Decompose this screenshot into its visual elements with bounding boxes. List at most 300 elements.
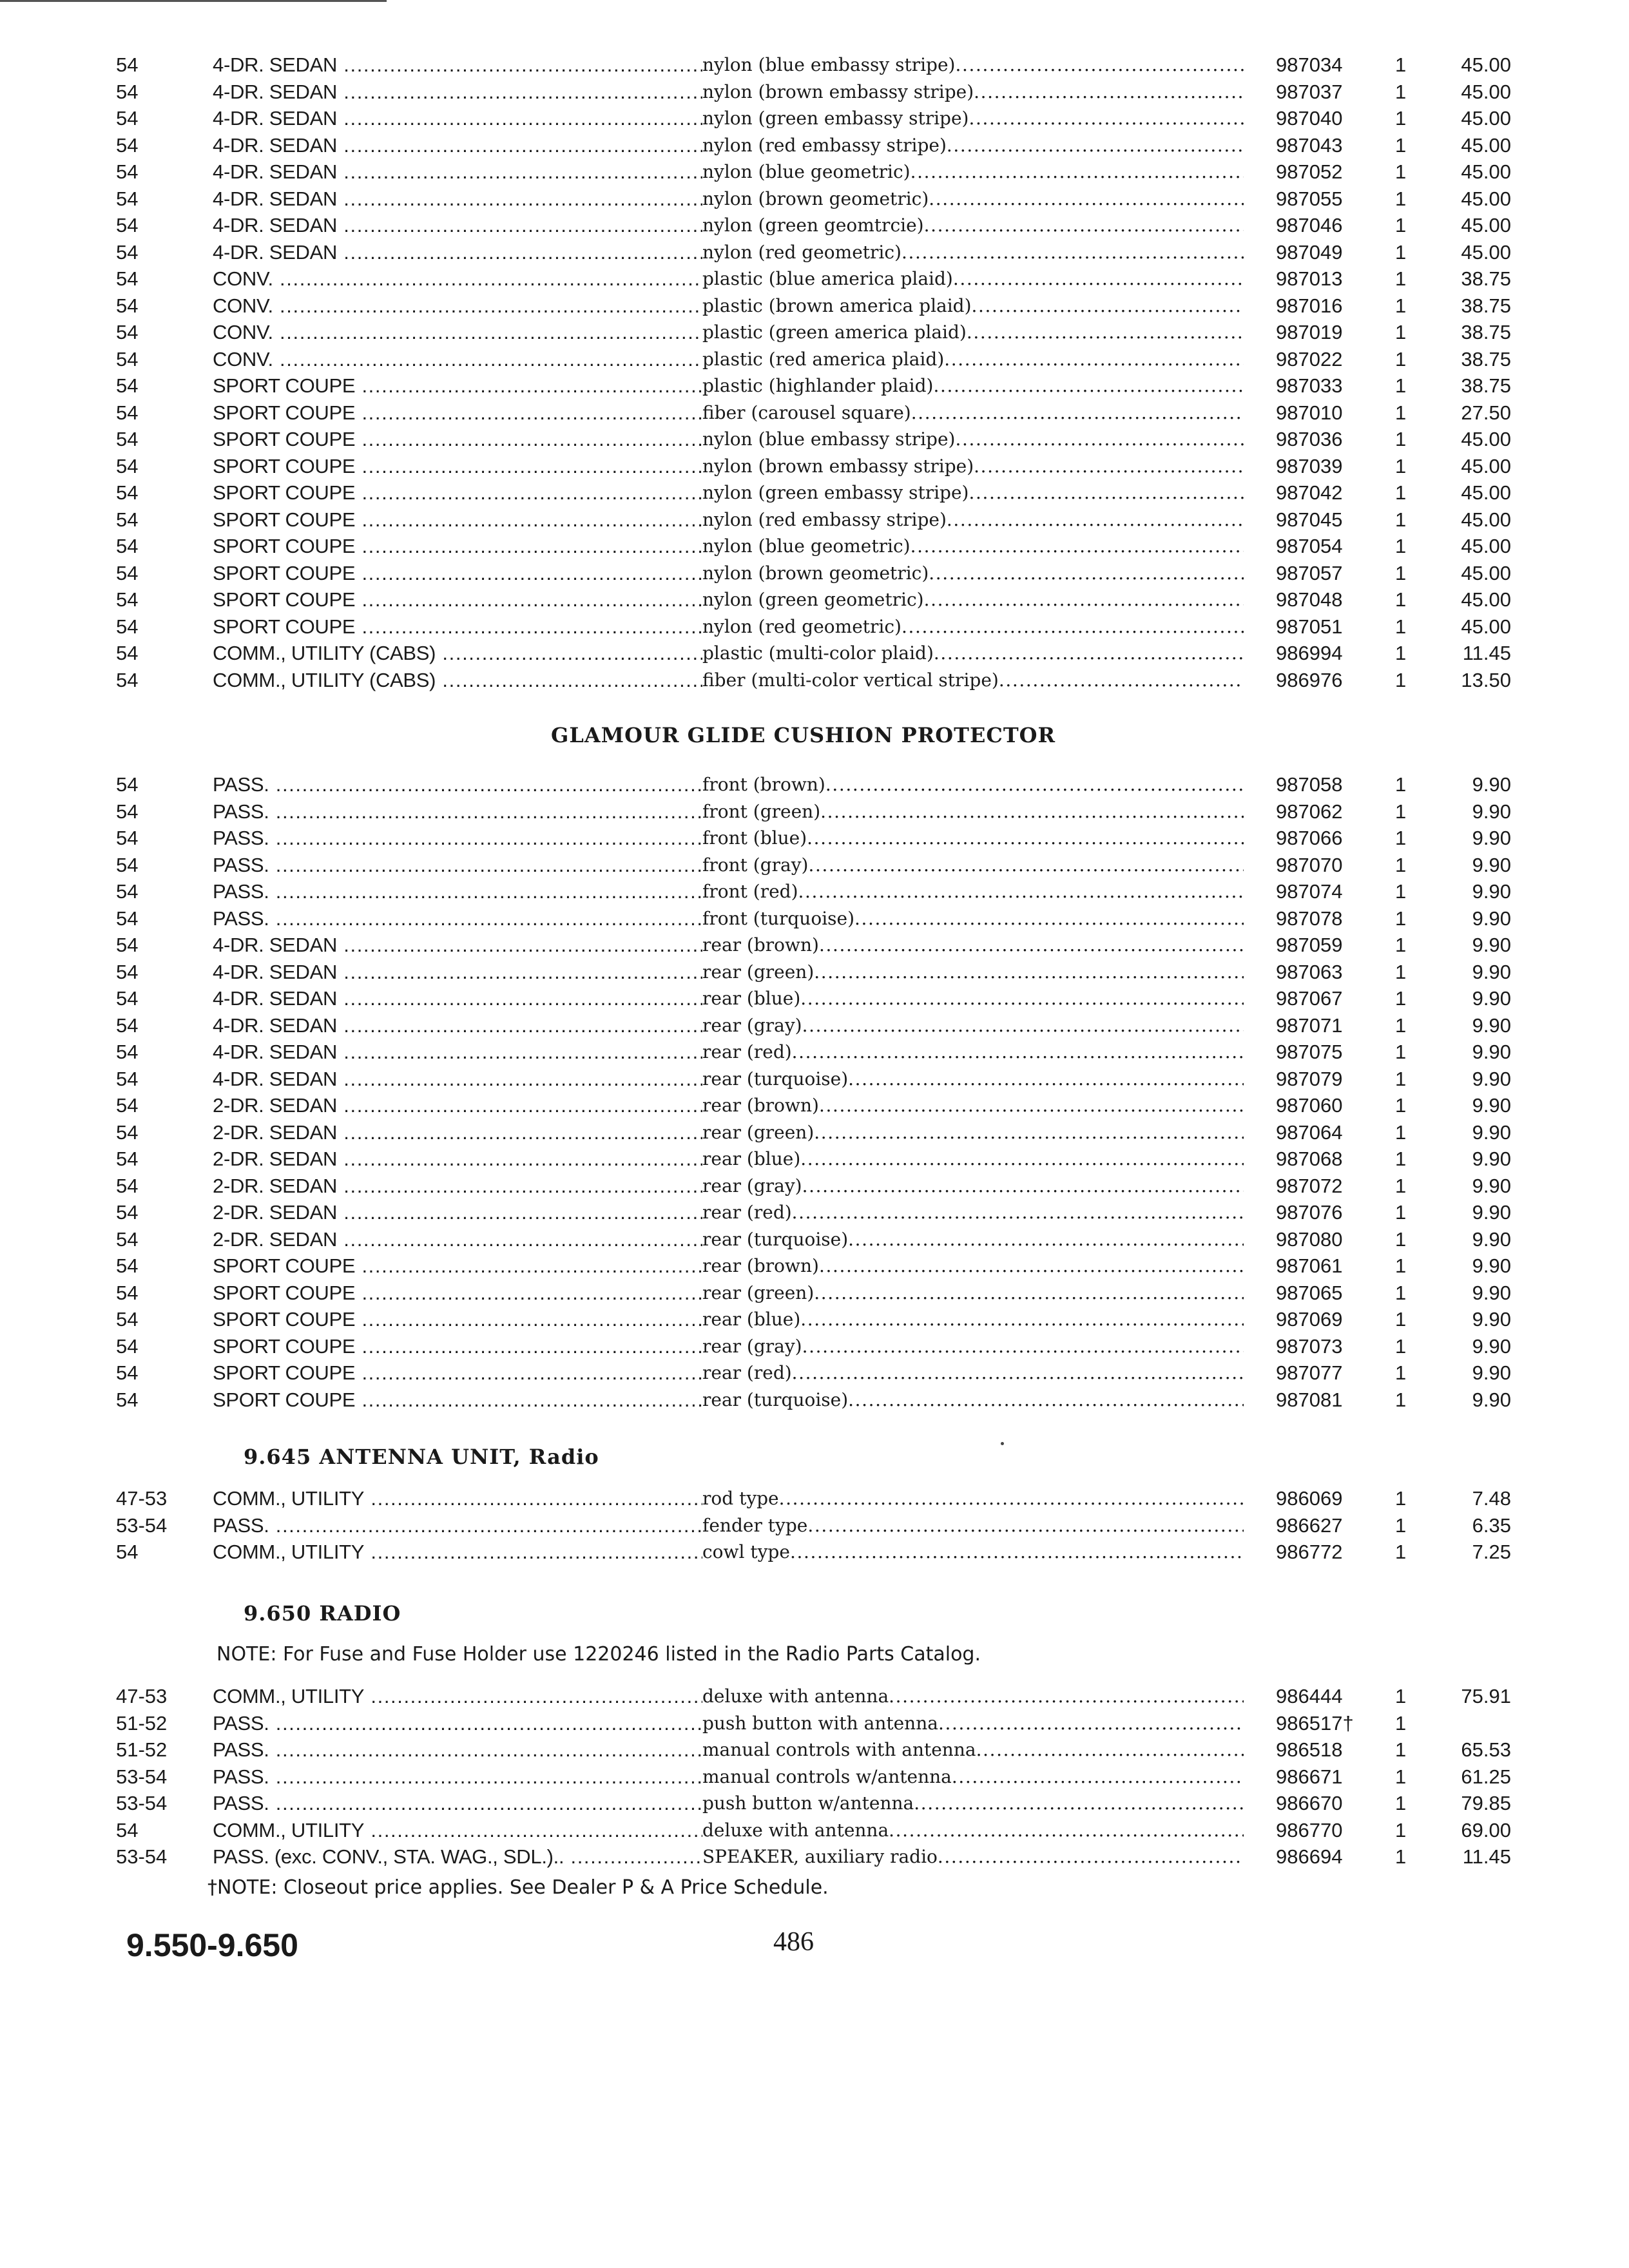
price-cell: 9.90	[1472, 853, 1511, 876]
model-cell-text: 4-DR. SEDAN	[213, 53, 338, 76]
closeout-footnote: †NOTE: Closeout price applies. See Dealer P & A Price Schedule.	[207, 1876, 829, 1899]
description-cell	[702, 105, 1244, 132]
price-cell: 69.00	[1461, 1818, 1511, 1841]
description-cell	[702, 453, 1244, 480]
model-cell	[213, 613, 722, 640]
part-number-cell: 986770	[1276, 1818, 1343, 1841]
model-cell	[213, 1119, 722, 1146]
quantity-cell: 1	[1395, 1094, 1407, 1117]
description-cell-text: front (red)	[702, 881, 798, 902]
table-row	[116, 667, 1511, 694]
year-cell: 54	[116, 853, 139, 876]
description-cell-text: rear (red)	[702, 1041, 792, 1062]
year-cell: 54	[116, 907, 139, 930]
quantity-cell: 1	[1395, 588, 1407, 611]
table-row	[116, 959, 1511, 986]
description-cell-text: push button w/antenna	[702, 1792, 914, 1814]
year-cell: 54	[116, 1541, 139, 1563]
price-cell: 38.75	[1461, 294, 1511, 317]
description-cell-text: nylon (red embassy stripe)	[702, 134, 947, 156]
part-number-cell: 987042	[1276, 481, 1343, 504]
price-cell: 27.50	[1461, 401, 1511, 424]
quantity-cell: 1	[1395, 773, 1407, 796]
quantity-cell: 1	[1395, 1281, 1407, 1304]
description-cell-text: front (blue)	[702, 827, 807, 849]
model-cell-text: PASS.	[213, 800, 269, 823]
description-cell	[702, 613, 1244, 640]
price-cell: 45.00	[1461, 160, 1511, 183]
price-cell: 13.50	[1461, 668, 1511, 691]
description-cell	[702, 293, 1244, 320]
quantity-cell: 1	[1395, 1388, 1407, 1411]
price-cell: 9.90	[1472, 1388, 1511, 1411]
description-cell	[702, 1253, 1244, 1280]
year-cell: 54	[116, 960, 139, 983]
description-cell-text: plastic (green america plaid)	[702, 322, 967, 343]
description-cell-text: rear (brown)	[702, 1095, 819, 1116]
quantity-cell: 1	[1395, 1711, 1407, 1735]
part-number-cell: 987034	[1276, 53, 1343, 76]
description-cell-text: rear (red)	[702, 1362, 792, 1383]
part-number-cell: 987010	[1276, 401, 1343, 424]
model-cell-text: 4-DR. SEDAN	[213, 80, 338, 103]
quantity-cell: 1	[1395, 1201, 1407, 1224]
quantity-cell: 1	[1395, 1845, 1407, 1868]
top-rule	[0, 0, 387, 2]
description-cell	[702, 1790, 1244, 1817]
part-number-cell: 987040	[1276, 107, 1343, 130]
model-cell	[213, 1736, 722, 1763]
model-cell	[213, 1199, 722, 1226]
description-cell	[702, 319, 1244, 346]
model-cell	[213, 1333, 722, 1360]
year-cell: 54	[116, 987, 139, 1010]
table-row	[116, 1092, 1511, 1119]
page-number: 486	[773, 1927, 814, 1957]
description-cell	[702, 1066, 1244, 1093]
part-number-cell: 987073	[1276, 1334, 1343, 1358]
description-cell	[702, 1306, 1244, 1333]
price-cell: 7.25	[1472, 1541, 1511, 1563]
description-cell-text: rear (blue)	[702, 1309, 801, 1330]
table-row	[116, 212, 1511, 239]
table-row	[116, 586, 1511, 613]
model-cell-text: SPORT COUPE	[213, 1308, 356, 1331]
model-cell	[213, 1039, 722, 1066]
model-cell-text: SPORT COUPE	[213, 428, 356, 450]
price-cell: 38.75	[1461, 347, 1511, 370]
model-cell-text: 4-DR. SEDAN	[213, 133, 338, 157]
description-cell	[702, 399, 1244, 427]
description-cell	[702, 1226, 1244, 1253]
year-cell: 54	[116, 187, 139, 210]
quantity-cell: 1	[1395, 1334, 1407, 1358]
part-number-cell: 987065	[1276, 1281, 1343, 1304]
description-cell	[702, 985, 1244, 1012]
price-cell: 45.00	[1461, 561, 1511, 584]
quantity-cell: 1	[1395, 880, 1407, 903]
year-cell: 54	[116, 1014, 139, 1037]
price-cell: 9.90	[1472, 1174, 1511, 1197]
description-cell	[702, 52, 1244, 79]
year-cell: 54	[116, 934, 139, 956]
description-cell	[702, 1817, 1244, 1844]
model-cell	[213, 667, 722, 694]
description-cell	[702, 1683, 1244, 1710]
part-number-cell: 987063	[1276, 960, 1343, 983]
model-cell-text: COMM., UTILITY (CABS)	[213, 668, 436, 691]
quantity-cell: 1	[1395, 987, 1407, 1010]
section-heading-cushion-protector: GLAMOUR GLIDE CUSHION PROTECTOR	[551, 723, 1056, 747]
description-cell	[702, 905, 1244, 932]
quantity-cell: 1	[1395, 1514, 1407, 1537]
description-cell-text: nylon (red geometric)	[702, 615, 901, 637]
part-number-cell: 986518	[1276, 1738, 1343, 1761]
table-row	[116, 905, 1511, 932]
table-row	[116, 771, 1511, 798]
radio-table	[116, 1683, 1511, 1870]
model-cell-text: 4-DR. SEDAN	[213, 187, 338, 210]
description-cell-text: nylon (green embassy stripe)	[702, 482, 969, 503]
model-cell	[213, 932, 722, 959]
model-cell	[213, 1092, 722, 1119]
model-cell	[213, 506, 722, 533]
table-row	[116, 239, 1511, 266]
year-cell: 54	[116, 1818, 139, 1841]
description-cell	[702, 426, 1244, 453]
year-cell: 54	[116, 561, 139, 584]
description-cell	[702, 1843, 1244, 1870]
price-cell: 9.90	[1472, 827, 1511, 849]
quantity-cell: 1	[1395, 428, 1407, 450]
description-cell	[702, 878, 1244, 905]
model-cell	[213, 319, 722, 346]
description-cell	[702, 771, 1244, 798]
year-cell: 54	[116, 133, 139, 157]
model-cell-text: 4-DR. SEDAN	[213, 1067, 338, 1090]
description-cell	[702, 932, 1244, 959]
year-cell: 54	[116, 53, 139, 76]
part-number-cell: 986671	[1276, 1765, 1343, 1788]
price-cell: 45.00	[1461, 428, 1511, 450]
table-row	[116, 1360, 1511, 1387]
model-cell-text: SPORT COUPE	[213, 588, 356, 611]
description-cell-text: fiber (carousel square)	[702, 401, 911, 423]
model-cell-text: PASS.	[213, 880, 269, 903]
model-cell	[213, 1226, 722, 1253]
description-cell-text: nylon (brown geometric)	[702, 187, 929, 209]
table-row	[116, 132, 1511, 159]
description-cell	[702, 186, 1244, 213]
model-cell	[213, 1066, 722, 1093]
description-cell-text: nylon (green geometric)	[702, 589, 924, 610]
table-row	[116, 640, 1511, 667]
model-cell	[213, 1512, 722, 1539]
description-cell-text: rear (green)	[702, 1121, 815, 1143]
price-cell: 45.00	[1461, 588, 1511, 611]
quantity-cell: 1	[1395, 240, 1407, 264]
model-cell-text: PASS.	[213, 773, 269, 796]
part-number-cell: 987069	[1276, 1308, 1343, 1331]
year-cell: 54	[116, 454, 139, 477]
description-cell-text: rear (turquoise)	[702, 1228, 849, 1250]
table-row	[116, 1736, 1511, 1763]
model-cell-text: CONV.	[213, 294, 273, 317]
part-number-cell: 986772	[1276, 1541, 1343, 1563]
year-cell: 53-54	[116, 1514, 168, 1537]
model-cell	[213, 52, 722, 79]
year-cell: 54	[116, 294, 139, 317]
part-number-cell: 987062	[1276, 800, 1343, 823]
description-cell-text: rear (brown)	[702, 934, 819, 956]
model-cell	[213, 825, 722, 852]
table-row	[116, 825, 1511, 852]
quantity-cell: 1	[1395, 827, 1407, 849]
price-cell: 9.90	[1472, 1281, 1511, 1304]
part-number-cell: 987061	[1276, 1254, 1343, 1277]
table-row	[116, 79, 1511, 106]
price-cell: 45.00	[1461, 508, 1511, 531]
table-row	[116, 159, 1511, 186]
year-cell: 54	[116, 1201, 139, 1224]
part-number-cell: 986517†	[1276, 1711, 1354, 1735]
table-row	[116, 1790, 1511, 1817]
model-cell-text: SPORT COUPE	[213, 374, 356, 397]
price-cell: 9.90	[1472, 1014, 1511, 1037]
description-cell-text: plastic (blue america plaid)	[702, 268, 953, 289]
description-cell-text: fender type	[702, 1514, 808, 1536]
description-cell	[702, 1763, 1244, 1791]
quantity-cell: 1	[1395, 107, 1407, 130]
description-cell-text: rear (blue)	[702, 988, 801, 1009]
price-cell: 9.90	[1472, 800, 1511, 823]
table-row	[116, 1512, 1511, 1539]
quantity-cell: 1	[1395, 53, 1407, 76]
table-row	[116, 293, 1511, 320]
model-cell	[213, 985, 722, 1012]
price-cell: 9.90	[1472, 907, 1511, 930]
year-cell: 54	[116, 1388, 139, 1411]
model-cell	[213, 372, 722, 399]
model-cell-text: CONV.	[213, 321, 273, 343]
description-cell-text: nylon (green geomtrcie)	[702, 215, 924, 236]
description-cell	[702, 1387, 1244, 1414]
model-cell-text: COMM., UTILITY	[213, 1685, 365, 1707]
price-cell: 79.85	[1461, 1792, 1511, 1814]
quantity-cell: 1	[1395, 1120, 1407, 1144]
part-number-cell: 987072	[1276, 1174, 1343, 1197]
description-cell	[702, 212, 1244, 239]
quantity-cell: 1	[1395, 347, 1407, 370]
description-cell	[702, 1146, 1244, 1173]
scan-speck	[1001, 1442, 1004, 1445]
part-number-cell: 987074	[1276, 880, 1343, 903]
model-cell	[213, 1539, 722, 1566]
model-cell-text: SPORT COUPE	[213, 1388, 356, 1411]
model-cell-text: CONV.	[213, 267, 273, 290]
section-heading-antenna: 9.645 ANTENNA UNIT, Radio	[244, 1445, 599, 1469]
year-cell: 54	[116, 267, 139, 290]
year-cell: 54	[116, 615, 139, 638]
model-cell	[213, 293, 722, 320]
part-number-cell: 986670	[1276, 1792, 1343, 1814]
model-cell-text: 2-DR. SEDAN	[213, 1174, 338, 1197]
model-cell-text: PASS. (exc. CONV., STA. WAG., SDL.)..	[213, 1845, 564, 1868]
model-cell	[213, 79, 722, 106]
model-cell-text: 2-DR. SEDAN	[213, 1201, 338, 1224]
description-cell	[702, 852, 1244, 879]
price-cell: 9.90	[1472, 1094, 1511, 1117]
model-cell	[213, 212, 722, 239]
table-row	[116, 1763, 1511, 1791]
year-cell: 54	[116, 1067, 139, 1090]
year-cell: 54	[116, 214, 139, 236]
quantity-cell: 1	[1395, 80, 1407, 103]
year-cell: 54	[116, 80, 139, 103]
description-cell	[702, 79, 1244, 106]
part-number-cell: 987066	[1276, 827, 1343, 849]
part-number-cell: 987081	[1276, 1388, 1343, 1411]
model-cell	[213, 239, 722, 266]
model-cell	[213, 1485, 722, 1512]
year-cell: 54	[116, 1174, 139, 1197]
table-row	[116, 1119, 1511, 1146]
year-cell: 54	[116, 773, 139, 796]
section-heading-radio: 9.650 RADIO	[244, 1601, 401, 1626]
price-cell: 45.00	[1461, 481, 1511, 504]
price-cell: 9.90	[1472, 1067, 1511, 1090]
year-cell: 51-52	[116, 1711, 168, 1735]
part-number-cell: 987036	[1276, 428, 1343, 450]
model-cell-text: SPORT COUPE	[213, 615, 356, 638]
price-cell: 45.00	[1461, 535, 1511, 557]
quantity-cell: 1	[1395, 321, 1407, 343]
description-cell-text: cowl type	[702, 1541, 790, 1562]
table-row	[116, 1817, 1511, 1844]
table-row	[116, 1333, 1511, 1360]
price-cell: 9.90	[1472, 1308, 1511, 1331]
model-cell-text: SPORT COUPE	[213, 1254, 356, 1277]
model-cell-text: SPORT COUPE	[213, 508, 356, 531]
price-cell: 9.90	[1472, 1201, 1511, 1224]
part-number-cell: 987019	[1276, 321, 1343, 343]
year-cell: 54	[116, 160, 139, 183]
part-number-cell: 987067	[1276, 987, 1343, 1010]
part-number-cell: 987057	[1276, 561, 1343, 584]
table-row	[116, 372, 1511, 399]
price-cell: 45.00	[1461, 615, 1511, 638]
price-cell: 9.90	[1472, 1254, 1511, 1277]
model-cell	[213, 878, 722, 905]
table-row	[116, 1039, 1511, 1066]
description-cell	[702, 1280, 1244, 1307]
description-cell-text: plastic (red america plaid)	[702, 348, 945, 370]
table-row	[116, 426, 1511, 453]
model-cell	[213, 771, 722, 798]
description-cell-text: nylon (blue geometric)	[702, 161, 911, 182]
radio-note: NOTE: For Fuse and Fuse Holder use 1220246 listed in the Radio Parts Catalog.	[217, 1643, 981, 1666]
table-row	[116, 506, 1511, 533]
description-cell-text: rear (blue)	[702, 1148, 801, 1169]
model-cell-text: SPORT COUPE	[213, 1281, 356, 1304]
quantity-cell: 1	[1395, 907, 1407, 930]
quantity-cell: 1	[1395, 853, 1407, 876]
description-cell	[702, 1199, 1244, 1226]
description-cell	[702, 825, 1244, 852]
table-row	[116, 852, 1511, 879]
year-cell: 54	[116, 827, 139, 849]
year-cell: 54	[116, 508, 139, 531]
price-cell: 65.53	[1461, 1738, 1511, 1761]
description-cell	[702, 372, 1244, 399]
quantity-cell: 1	[1395, 1227, 1407, 1251]
part-number-cell: 986694	[1276, 1845, 1343, 1868]
year-cell: 54	[116, 1094, 139, 1117]
model-cell-text: 2-DR. SEDAN	[213, 1148, 338, 1170]
description-cell-text: front (green)	[702, 800, 821, 822]
quantity-cell: 1	[1395, 294, 1407, 317]
description-cell	[702, 506, 1244, 533]
price-cell: 7.48	[1472, 1487, 1511, 1510]
description-cell	[702, 1333, 1244, 1360]
description-cell-text: nylon (brown embassy stripe)	[702, 455, 974, 477]
description-cell-text: manual controls with antenna	[702, 1739, 976, 1760]
table-row	[116, 1306, 1511, 1333]
model-cell	[213, 1146, 722, 1173]
table-row	[116, 453, 1511, 480]
section-range: 9.550-9.650	[126, 1927, 298, 1963]
table-row	[116, 1683, 1511, 1710]
description-cell-text: SPEAKER, auxiliary radio	[702, 1846, 938, 1867]
price-cell: 9.90	[1472, 1334, 1511, 1358]
description-cell-text: rear (green)	[702, 961, 815, 983]
model-cell-text: SPORT COUPE	[213, 454, 356, 477]
model-cell	[213, 1387, 722, 1414]
quantity-cell: 1	[1395, 535, 1407, 557]
model-cell	[213, 105, 722, 132]
part-number-cell: 987078	[1276, 907, 1343, 930]
description-cell-text: fiber (multi-color vertical stripe)	[702, 669, 999, 691]
model-cell-text: PASS.	[213, 1765, 269, 1788]
part-number-cell: 987079	[1276, 1067, 1343, 1090]
quantity-cell: 1	[1395, 508, 1407, 531]
model-cell-text: PASS.	[213, 1738, 269, 1761]
quantity-cell: 1	[1395, 1541, 1407, 1563]
model-cell-text: PASS.	[213, 1792, 269, 1814]
year-cell: 54	[116, 481, 139, 504]
description-cell-text: rear (brown)	[702, 1255, 819, 1276]
model-cell-text: PASS.	[213, 907, 269, 930]
part-number-cell: 987045	[1276, 508, 1343, 531]
year-cell: 54	[116, 428, 139, 450]
quantity-cell: 1	[1395, 374, 1407, 397]
price-cell: 61.25	[1461, 1765, 1511, 1788]
model-cell-text: 4-DR. SEDAN	[213, 240, 338, 264]
model-cell	[213, 586, 722, 613]
model-cell	[213, 265, 722, 293]
description-cell-text: nylon (blue embassy stripe)	[702, 54, 956, 75]
price-cell: 45.00	[1461, 187, 1511, 210]
quantity-cell: 1	[1395, 1067, 1407, 1090]
year-cell: 51-52	[116, 1738, 168, 1761]
description-cell	[702, 1092, 1244, 1119]
model-cell	[213, 479, 722, 506]
table-row	[116, 1843, 1511, 1870]
price-cell: 9.90	[1472, 987, 1511, 1010]
quantity-cell: 1	[1395, 1738, 1407, 1761]
table-row	[116, 265, 1511, 293]
price-cell: 9.90	[1472, 1227, 1511, 1251]
